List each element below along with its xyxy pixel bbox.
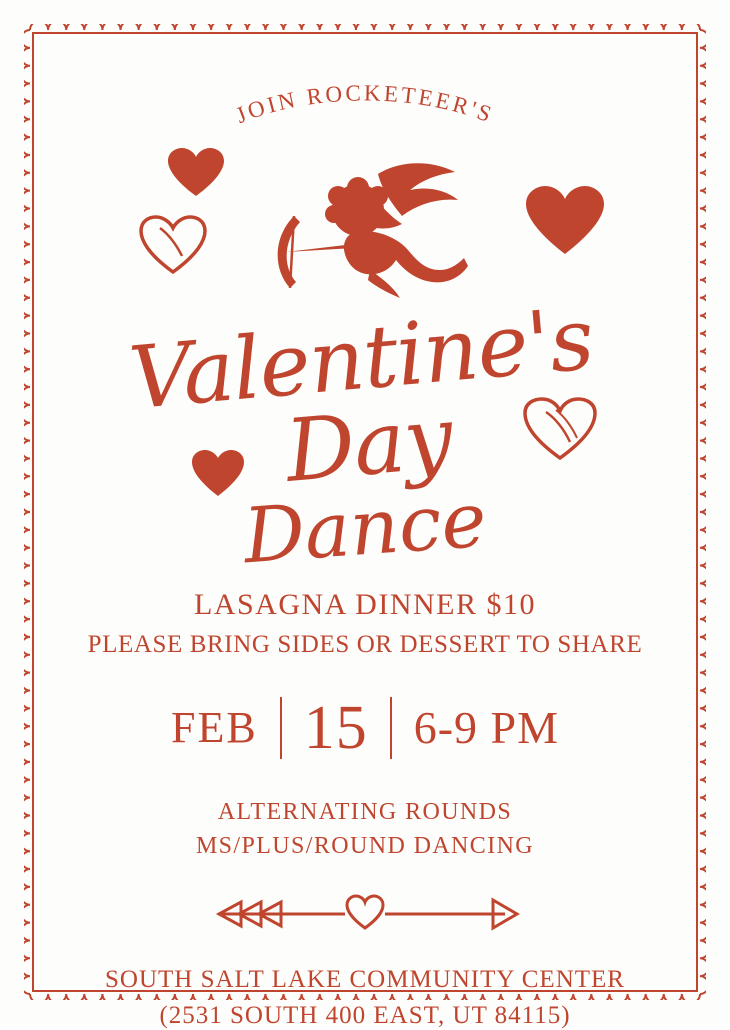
rounds-block: [60, 799, 670, 860]
heart-solid-bottom-left-icon: [192, 450, 244, 498]
date-day: 15: [303, 694, 368, 762]
date-time: 6-9 PM: [413, 702, 559, 753]
heart-outline-left-icon: [138, 214, 208, 276]
rounds-line-2: MS/PLUS/ROUND DANCING: [195, 833, 535, 859]
headline-line-1: Valentine's Day: [125, 289, 597, 502]
cupid-icon: [250, 158, 480, 308]
venue-line-2: (2531 SOUTH 400 EAST, UT 84115): [159, 1002, 571, 1029]
date-row: [60, 694, 670, 762]
arch-title-text: JOIN ROCKETEER'S: [232, 80, 498, 129]
venue-block: [60, 966, 670, 1030]
cupid-illustration-wrap: [60, 158, 670, 308]
headline-wrap: [60, 289, 670, 581]
heart-outline-bottom-right-icon: [522, 396, 598, 462]
arrow-with-heart-divider-icon: [205, 894, 525, 934]
headline-line-2: Dance: [240, 474, 490, 581]
dinner-sub-text: PLEASE BRING SIDES OR DESSERT TO SHARE: [87, 631, 643, 658]
dinner-block: [60, 588, 670, 659]
heart-solid-top-left-icon: [168, 148, 224, 198]
rounds-line-1: ALTERNATING ROUNDS: [217, 799, 513, 825]
arrow-divider-wrap: [60, 894, 670, 934]
date-month: FEB: [170, 703, 258, 752]
poster-content: [60, 58, 670, 1029]
heart-solid-right-icon: [526, 186, 604, 256]
dinner-main-text: LASAGNA DINNER $10: [194, 588, 536, 621]
venue-line-1: SOUTH SALT LAKE COMMUNITY CENTER: [105, 966, 625, 993]
